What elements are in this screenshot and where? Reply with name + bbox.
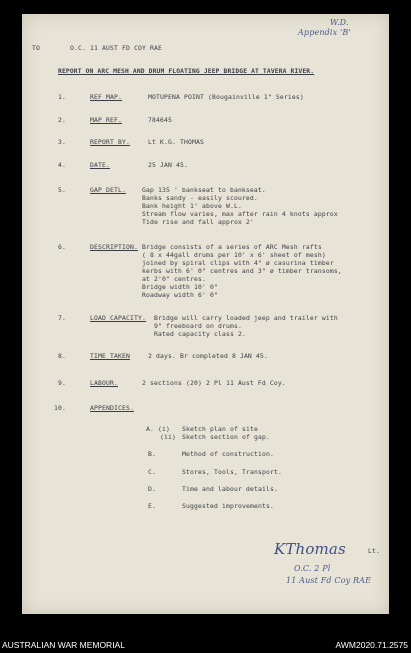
item-3-value: Lt K.G. THOMAS	[148, 138, 204, 146]
item-3-number: 3.	[58, 138, 66, 146]
item-7-label: LOAD CAPACITY.	[90, 314, 146, 322]
item-7-line: Rated capacity class 2.	[154, 330, 246, 338]
appendix-text: Sketch plan of site	[182, 425, 258, 433]
footer-accession-number: AWM2020.71.2575	[335, 640, 408, 650]
appendix-text: Stores, Tools, Transport.	[182, 468, 282, 476]
signature: KThomas	[274, 540, 346, 558]
footer-source: AUSTRALIAN WAR MEMORIAL	[2, 640, 125, 650]
item-5-number: 5.	[58, 186, 66, 194]
header-addressee: O.C. 11 AUST FD COY RAE	[70, 44, 162, 52]
item-4-number: 4.	[58, 161, 66, 169]
item-5-label: GAP DETL.	[90, 186, 126, 194]
item-8-number: 8.	[58, 352, 66, 360]
item-10-label: APPENDICES.	[90, 404, 134, 412]
item-9-label: LABOUR.	[90, 379, 118, 387]
item-1-label: REF MAP.	[90, 93, 122, 101]
item-4-label: DATE.	[90, 161, 110, 169]
appendix-key: E.	[148, 502, 156, 510]
appendix-key: B.	[148, 450, 156, 458]
item-5-line: Gap 135 ' bankseat to bankseat.	[142, 186, 266, 194]
item-9-number: 9.	[58, 379, 66, 387]
item-2-label: MAP REF.	[90, 116, 122, 124]
footer-bar	[0, 634, 411, 653]
appendix-text: Sketch section of gap.	[182, 433, 270, 441]
item-1-value: MOTUPENA POINT (Bougainville 1" Series)	[148, 93, 304, 101]
appendix-key: C.	[148, 468, 156, 476]
item-8-label: TIME TAKEN	[90, 352, 130, 360]
signature-rank: Lt.	[368, 547, 380, 555]
item-10-number: 10.	[54, 404, 66, 412]
item-6-label: DESCRIPTION.	[90, 243, 138, 251]
appendix-key: D.	[148, 485, 156, 493]
item-6-line: joined by spiral clips with 4" ø casurina timber	[142, 259, 334, 267]
item-7-line: Bridge will carry loaded jeep and trailer with	[154, 314, 338, 322]
appendix-text: Suggested improvements.	[182, 502, 274, 510]
appendix-text: Method of construction.	[182, 450, 274, 458]
item-6-line: at 2'0" centres.	[142, 275, 206, 283]
item-6-line: ( 8 x 44gall drums per 10' x 6' sheet of mesh)	[142, 251, 326, 259]
appendix-key: (ii)	[160, 433, 176, 441]
item-5-line: Stream flow varies, max after rain 4 knots approx	[142, 210, 338, 218]
item-7-number: 7.	[58, 314, 66, 322]
item-8-value: 2 days. Br completed 8 JAN 45.	[148, 352, 268, 360]
item-5-line: Bank height 1' above W.L.	[142, 202, 242, 210]
item-6-line: Bridge consists of a series of ARC Mesh rafts	[142, 243, 322, 251]
document-page	[22, 14, 389, 614]
annotation-appendix: Appendix 'B'	[298, 28, 351, 37]
item-6-line: Bridge width 10' 0"	[142, 283, 218, 291]
item-2-value: 784645	[148, 116, 172, 124]
appendix-key: A. (i)	[146, 425, 170, 433]
item-7-line: 9" freeboard on drums.	[154, 322, 242, 330]
item-6-line: Roadway width 6' 0"	[142, 291, 218, 299]
appendix-text: Time and labour details.	[182, 485, 278, 493]
item-3-label: REPORT BY.	[90, 138, 130, 146]
annotation-wd: W.D.	[330, 18, 349, 27]
item-6-number: 6.	[58, 243, 66, 251]
header-prefix: TO	[32, 44, 40, 52]
item-5-line: Banks sandy - easily scoured.	[142, 194, 258, 202]
item-1-number: 1.	[58, 93, 66, 101]
item-9-value: 2 sections (20) 2 Pl 11 Aust Fd Coy.	[142, 379, 286, 387]
item-6-line: kerbs with 6' 0" centres and 3" ø timber transoms,	[142, 267, 342, 275]
signature-unit: 11 Aust Fd Coy RAE	[286, 576, 372, 585]
item-4-value: 25 JAN 45.	[148, 161, 188, 169]
item-5-line: Tide rise and fall approx 2'	[142, 218, 254, 226]
signature-appointment: O.C. 2 Pl	[294, 564, 331, 573]
item-2-number: 2.	[58, 116, 66, 124]
report-title: REPORT ON ARC MESH AND DRUM FLOATING JEEP BRIDGE AT TAVERA RIVER.	[58, 68, 315, 75]
